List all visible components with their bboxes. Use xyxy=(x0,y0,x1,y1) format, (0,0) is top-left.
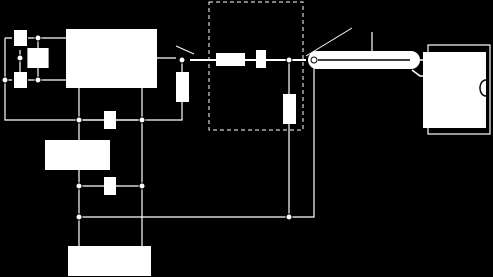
junction-dot xyxy=(286,214,292,220)
junction-dot xyxy=(179,57,185,63)
bridge-diode-top-left xyxy=(14,30,27,46)
junction-dot xyxy=(35,77,41,83)
control-resistor-top xyxy=(104,111,116,129)
lower-shunt-resistor xyxy=(283,94,296,124)
junction-dot xyxy=(35,35,41,41)
controller-block xyxy=(45,140,110,170)
junction-dot xyxy=(286,57,292,63)
main-converter-block xyxy=(66,29,157,88)
junction-dot xyxy=(76,117,82,123)
bridge-diode-bottom-left xyxy=(14,72,27,88)
load-block xyxy=(423,52,486,128)
bridge-center-component xyxy=(28,48,48,68)
control-resistor-middle xyxy=(104,177,116,195)
bottom-control-block xyxy=(68,246,151,276)
junction-dot xyxy=(76,214,82,220)
junction-dot xyxy=(17,55,23,61)
junction-dot xyxy=(139,183,145,189)
junction-dot xyxy=(139,117,145,123)
series-resistor xyxy=(216,53,245,66)
fuse-element xyxy=(256,50,266,68)
junction-dot xyxy=(76,183,82,189)
shunt-resistor xyxy=(176,72,189,102)
junction-dot xyxy=(311,57,317,63)
junction-dot xyxy=(2,77,8,83)
